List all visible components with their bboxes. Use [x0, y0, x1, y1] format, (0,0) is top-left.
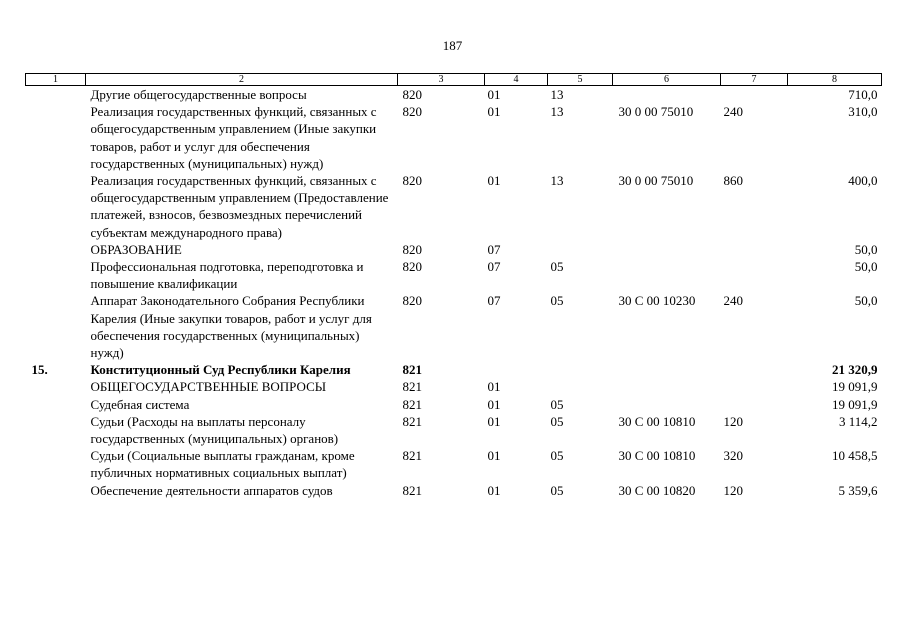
table-row-section — [26, 361, 882, 378]
row-number — [26, 413, 86, 447]
row-subsection-code: 13 — [550, 87, 564, 102]
row-ministry-code: 820 — [402, 87, 422, 102]
row-target-code — [613, 361, 721, 378]
budget-table — [25, 73, 882, 499]
row-number — [26, 396, 86, 413]
row-number — [26, 258, 86, 292]
row-subsection-code: 05 — [550, 482, 564, 498]
row-section-code: 01 — [487, 173, 501, 189]
row-target-code — [613, 86, 721, 104]
row-amount: 19 091,9 — [832, 396, 878, 412]
row-amount: 50,0 — [854, 259, 878, 275]
row-ministry-code: 820 — [402, 259, 422, 275]
row-ministry-code: 820 — [402, 173, 422, 189]
table-row — [26, 241, 882, 258]
table-row — [26, 86, 882, 104]
row-target-code: 30 С 00 10810 — [618, 448, 696, 464]
row-subsection-code: 05 — [550, 396, 564, 412]
header-col-6: 6 — [613, 74, 721, 86]
row-name: Обеспечение деятельности аппаратов судов — [90, 482, 333, 498]
row-subsection-code — [548, 378, 613, 395]
row-expense-type: 860 — [723, 173, 743, 189]
row-ministry-code: 821 — [402, 482, 422, 498]
row-name: Профессиональная подготовка, переподготовка и повышение квалификации — [90, 259, 364, 292]
row-subsection-code: 05 — [550, 413, 564, 429]
row-ministry-code: 821 — [402, 396, 422, 412]
table-body — [26, 86, 882, 499]
row-section-code: 07 — [487, 241, 501, 257]
table-row — [26, 413, 882, 447]
header-col-8: 8 — [788, 74, 882, 86]
table-row — [26, 103, 882, 172]
row-expense-type: 120 — [723, 413, 743, 429]
row-amount: 50,0 — [854, 241, 878, 257]
header-col-4: 4 — [485, 74, 548, 86]
row-amount: 310,0 — [848, 104, 878, 120]
header-col-1: 1 — [26, 74, 86, 86]
row-section-code: 01 — [487, 104, 501, 120]
row-ministry-code: 820 — [402, 293, 422, 309]
row-target-code: 30 0 00 75010 — [618, 173, 694, 189]
row-ministry-code: 821 — [402, 413, 422, 429]
row-expense-type — [721, 361, 788, 378]
row-section-code: 07 — [487, 293, 501, 309]
row-ministry-code: 821 — [402, 379, 422, 395]
row-subsection-code: 05 — [550, 259, 564, 275]
row-number — [26, 86, 86, 104]
table-row — [26, 258, 882, 292]
row-section-code: 01 — [487, 413, 501, 429]
row-subsection-code: 13 — [550, 173, 564, 189]
row-subsection-code: 05 — [550, 448, 564, 464]
row-section-code: 07 — [487, 259, 501, 275]
row-section-code: 01 — [487, 396, 501, 412]
row-expense-type — [721, 86, 788, 104]
row-ministry-code: 821 — [402, 448, 422, 464]
row-target-code — [613, 378, 721, 395]
row-expense-type — [721, 378, 788, 395]
table-header — [26, 74, 882, 86]
row-subsection-code — [548, 361, 613, 378]
row-expense-type — [721, 396, 788, 413]
row-amount: 5 359,6 — [838, 482, 878, 498]
row-number — [26, 482, 86, 499]
row-amount: 50,0 — [854, 293, 878, 309]
table-row — [26, 447, 882, 481]
row-name: ОБРАЗОВАНИЕ — [90, 241, 182, 257]
header-row — [26, 74, 882, 86]
header-col-7: 7 — [721, 74, 788, 86]
row-amount: 710,0 — [848, 87, 878, 102]
row-amount: 10 458,5 — [832, 448, 878, 464]
row-name: Судьи (Расходы на выплаты персоналу государственных (муниципальных) органов) — [90, 413, 339, 447]
row-name: Реализация государственных функций, связанных с общегосударственным управлением (Предоставление платежей, взносов, безвозмездных перечислений субъектам международного права) — [90, 173, 389, 240]
row-amount: 21 320,9 — [832, 362, 878, 378]
table-row — [26, 292, 882, 361]
table-row — [26, 482, 882, 499]
row-name: Конституционный Суд Республики Карелия — [90, 362, 351, 378]
row-number — [26, 447, 86, 481]
row-expense-type: 320 — [723, 448, 743, 464]
table-row — [26, 378, 882, 395]
row-amount: 400,0 — [848, 173, 878, 189]
row-ministry-code: 820 — [402, 241, 422, 257]
row-target-code: 30 С 00 10820 — [618, 482, 696, 498]
header-col-3: 3 — [398, 74, 485, 86]
page-number: 187 — [442, 38, 463, 53]
row-expense-type: 240 — [723, 104, 743, 120]
row-subsection-code: 13 — [550, 104, 564, 120]
row-name: Аппарат Законодательного Собрания Республики Карелия (Иные закупки товаров, работ и услуг для обеспечения государственных (муниципальных) нужд) — [90, 293, 372, 361]
row-section-code: 01 — [487, 87, 501, 102]
row-number: 15. — [31, 362, 48, 378]
row-subsection-code: 05 — [550, 293, 564, 309]
table-row — [26, 396, 882, 413]
row-number — [26, 292, 86, 361]
row-target-code: 30 С 00 10810 — [618, 413, 696, 429]
row-expense-type — [721, 258, 788, 292]
row-number — [26, 378, 86, 395]
row-number — [26, 103, 86, 172]
row-target-code: 30 С 00 10230 — [618, 293, 696, 309]
row-name: Другие общегосударственные вопросы — [90, 87, 307, 102]
header-col-5: 5 — [548, 74, 613, 86]
row-ministry-code: 820 — [402, 104, 422, 120]
table-row — [26, 172, 882, 241]
row-number — [26, 172, 86, 241]
row-name: Судьи (Социальные выплаты гражданам, кроме публичных нормативных социальных выплат) — [90, 448, 355, 481]
row-section-code: 01 — [487, 379, 501, 395]
row-target-code — [613, 241, 721, 258]
row-name: Реализация государственных функций, связанных с общегосударственным управлением (Иные закупки товаров, работ и услуг для обеспечения государственных (муниципальных) нужд) — [90, 104, 377, 171]
row-amount: 19 091,9 — [832, 379, 878, 395]
row-subsection-code — [548, 241, 613, 258]
row-expense-type: 120 — [723, 482, 743, 498]
row-target-code — [613, 396, 721, 413]
row-section-code — [485, 361, 548, 378]
row-expense-type: 240 — [723, 293, 743, 309]
row-amount: 3 114,2 — [838, 413, 878, 429]
header-col-2: 2 — [86, 74, 398, 86]
row-ministry-code: 821 — [402, 362, 422, 378]
row-expense-type — [721, 241, 788, 258]
row-name: Судебная система — [90, 396, 190, 412]
row-section-code: 01 — [487, 448, 501, 464]
row-number — [26, 241, 86, 258]
row-target-code: 30 0 00 75010 — [618, 104, 694, 120]
row-name: ОБЩЕГОСУДАРСТВЕННЫЕ ВОПРОСЫ — [90, 379, 327, 395]
row-section-code: 01 — [487, 482, 501, 498]
row-target-code — [613, 258, 721, 292]
